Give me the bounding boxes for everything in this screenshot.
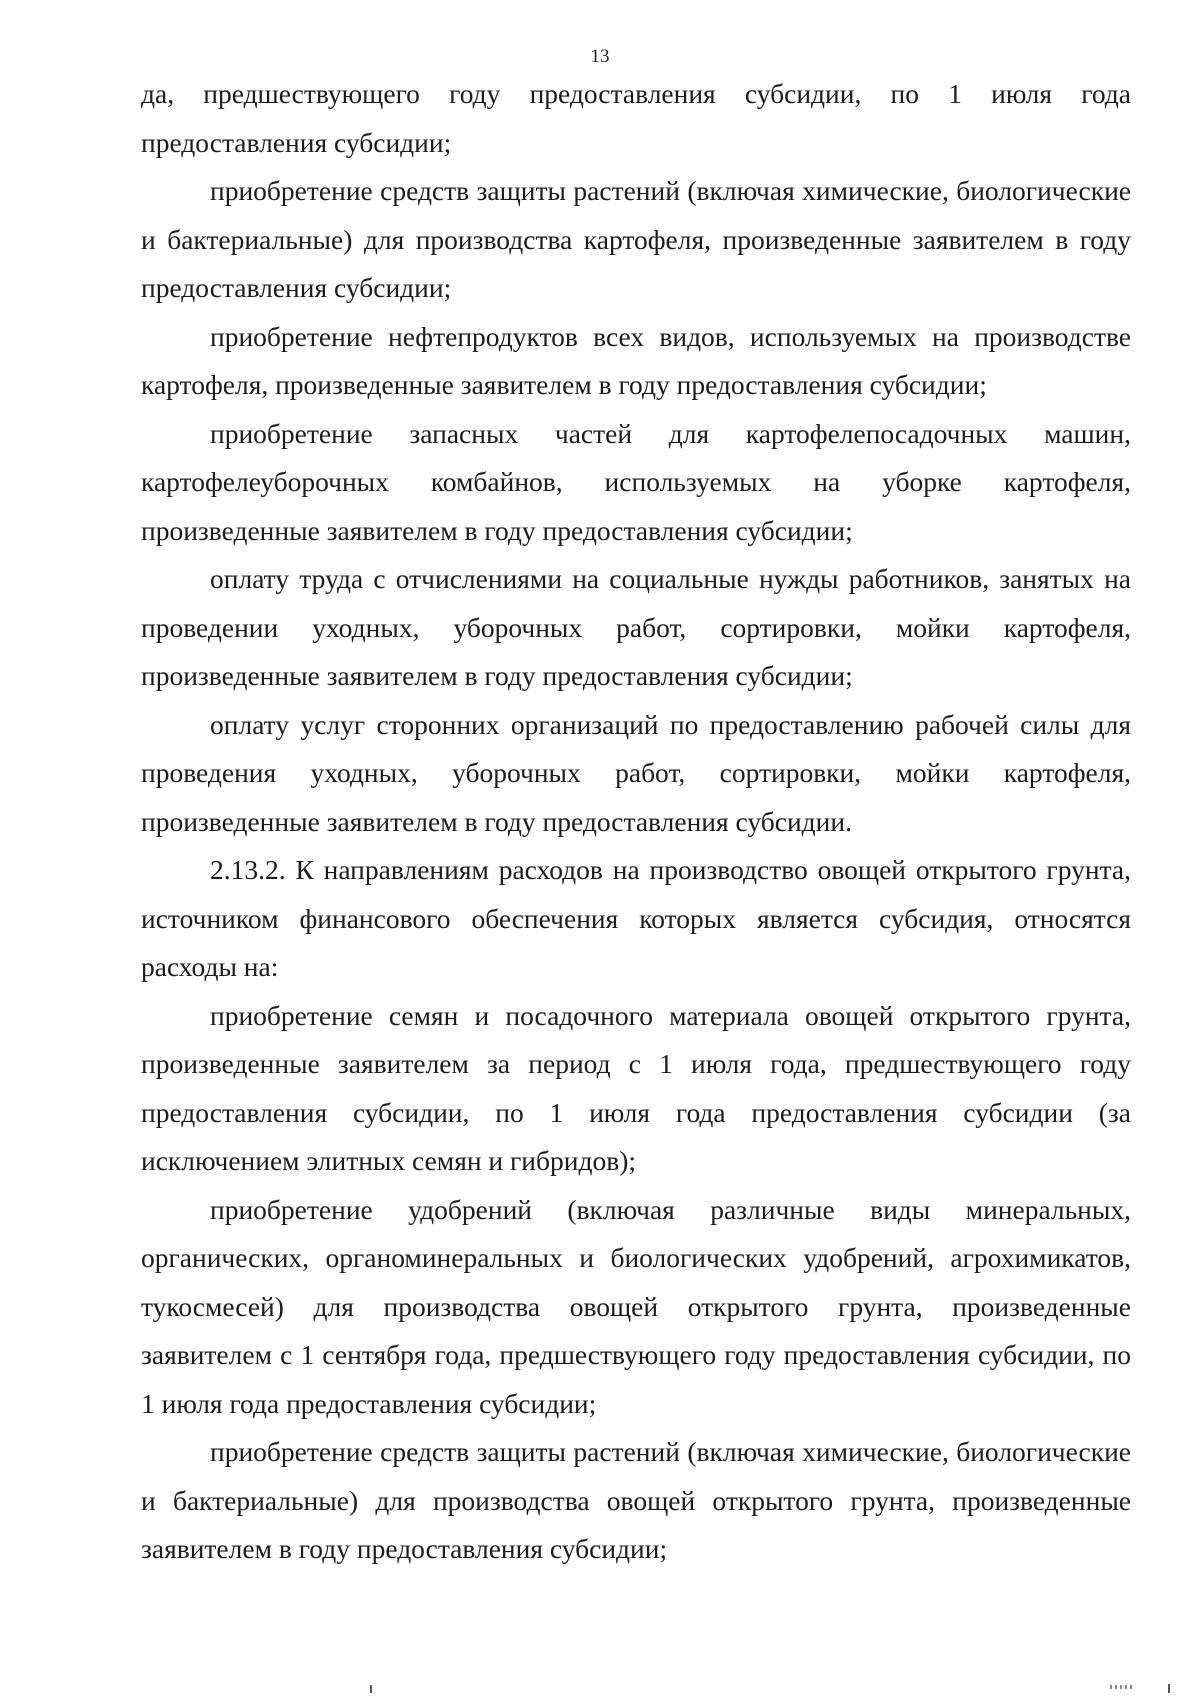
- paragraph-labor-payment: оплату труда с отчислениями на социальные нужды работников, занятых на проведении уходных, уборочных работ, сортировки, мойки картофеля, произведенные заявителем в году предоставления субсидии;: [141, 563, 1131, 691]
- paragraph-continuation: да, предшествующего году предоставления субсидии, по 1 июля года предоставления субсидии;: [141, 78, 1131, 158]
- paragraph-petroleum-products: приобретение нефтепродуктов всех видов, используемых на производстве картофеля, произведенные заявителем в году предоставления субсидии;: [141, 320, 1131, 400]
- paragraph-seeds: приобретение семян и посадочного материала овощей открытого грунта, произведенные заявителем за период с 1 июля года, предшествующего году предоставления субсидии, по 1 июля года предоставления субсидии (за исключением элитных семян и гибридов);: [141, 999, 1131, 1176]
- paragraph-fertilizers: приобретение удобрений (включая различные виды минеральных, органических, органоминеральных и биологических удобрений, агрохимикатов, тукосмесей) для производства овощей открытого грунта, произведенные заявителем с 1 сентября года, предшествующего году предоставления субсидии, по 1 июля года предоставления субсидии;: [141, 1193, 1131, 1419]
- paragraph-section-2-13-2: 2.13.2. К направлениям расходов на производство овощей открытого грунта, источником финансового обеспечения которых является субсидия, относятся расходы на:: [141, 854, 1131, 982]
- paragraph-plant-protection-vegetables: приобретение средств защиты растений (включая химические, биологические и бактериальные) для производства овощей открытого грунта, произведенные заявителем в году предоставления субсидии;: [141, 1436, 1131, 1564]
- scan-artifact-mark: [1168, 1684, 1170, 1693]
- paragraph-plant-protection-potato: приобретение средств защиты растений (включая химические, биологические и бактериальные) для производства картофеля, произведенные заявителем в году предоставления субсидии;: [141, 175, 1131, 303]
- paragraph-spare-parts: приобретение запасных частей для картофелепосадочных машин, картофелеуборочных комбайнов, используемых на уборке картофеля, произведенные заявителем в году предоставления субсидии;: [141, 417, 1131, 546]
- document-body: [141, 70, 1131, 1574]
- paragraph-third-party-services: оплату услуг сторонних организаций по предоставлению рабочей силы для проведения уходных, уборочных работ, сортировки, мойки картофеля, произведенные заявителем в году предоставления субсидии.: [141, 708, 1131, 837]
- scan-artifact-dots: [1110, 1685, 1132, 1689]
- scan-artifact-mark: [370, 1685, 372, 1693]
- page-number: 13: [590, 46, 610, 67]
